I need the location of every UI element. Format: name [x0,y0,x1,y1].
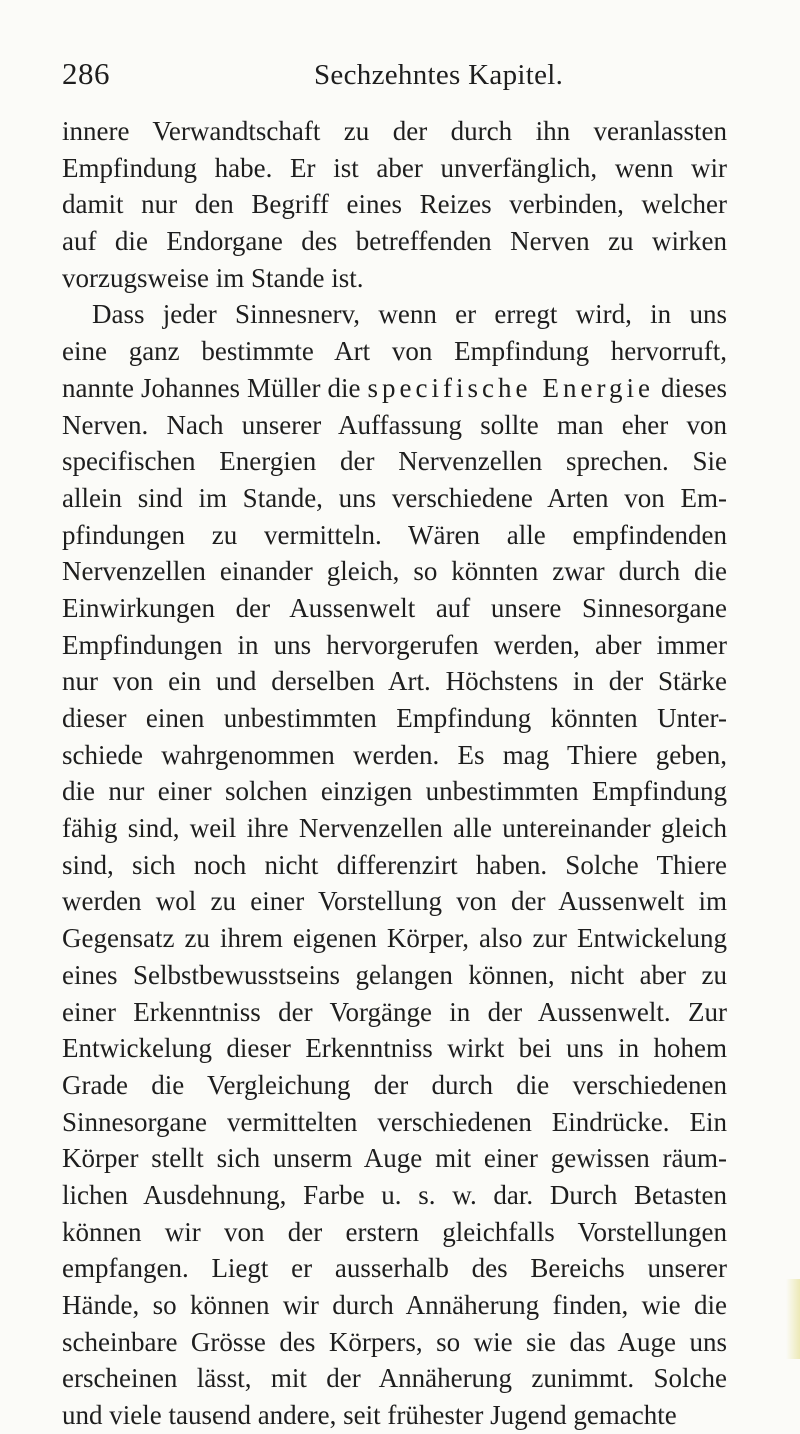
text-line: eines Selbstbewusstseins gelangen können, nicht aber zu [62,959,727,990]
text-line: Einwirkungen der Aussenwelt auf unsere Sinnesorgane [62,592,727,623]
body-text [62,113,727,1434]
text-line: vorzugsweise im Stande ist. [62,262,364,293]
text-line: fähig sind, weil ihre Nervenzellen alle untereinander gleich [62,813,727,844]
text-line: nur von ein und derselben Art. Höchstens in der Stärke [62,666,727,697]
text-line: schiede wahrgenommen werden. Es mag Thiere geben, [62,739,727,770]
text-line: Dass jeder Sinnesnerv, wenn er erregt wird, in uns [92,299,727,330]
text-line: erscheinen lässt, mit der Annäherung zunimmt. Solche [62,1363,727,1394]
text-line: Hände, so können wir durch Annäherung finden, wie die [62,1290,727,1320]
text-line: eine ganz bestimmte Art von Empfindung hervorruft, [62,336,727,367]
scan-edge-mark [786,1279,800,1359]
text-line: specifischen Energien der Nervenzellen sprechen. Sie [62,446,727,477]
line-part: nannte Johannes Müller die [62,372,361,403]
text-line: Entwickelung dieser Erkenntniss wirkt bei uns in hohem [62,1033,727,1064]
emphasized-term: specifische Energie [367,372,654,403]
text-line: innere Verwandtschaft zu der durch ihn veranlassten [62,116,727,146]
page-number: 286 [62,56,110,91]
text-line: dieser einen unbestimmten Empfindung könnten Unter- [62,703,727,733]
text-line: Körper stellt sich unserm Auge mit einer gewissen räum- [62,1143,727,1174]
text-line: Empfindungen in uns hervorgerufen werden, aber immer [62,629,727,660]
text-line: empfangen. Liegt er ausserhalb des Bereichs unserer [62,1253,727,1284]
text-line: und viele tausend andere, seit frühester Jugend gemachte [62,1400,677,1431]
text-line: werden wol zu einer Vorstellung von der Aussenwelt im [62,886,727,917]
text-line: auf die Endorgane des betreffenden Nerven zu wirken [62,226,727,257]
text-line: lichen Ausdehnung, Farbe u. s. w. dar. Durch Betasten [62,1179,727,1210]
text-line: Nervenzellen einander gleich, so könnten zwar durch die [62,556,727,587]
text-line: können wir von der erstern gleichfalls Vorstellungen [62,1216,727,1247]
text-line: Grade die Vergleichung der durch die verschiedenen [62,1069,727,1100]
text-line: Sinnesorgane vermittelten verschiedenen Eindrücke. Ein [62,1106,727,1137]
text-line: Nerven. Nach unserer Auffassung sollte man eher von [62,409,727,440]
text-line: sind, sich noch nicht differenzirt haben. Solche Thiere [62,849,727,880]
line-part: dieses [661,372,727,403]
text-line: einer Erkenntniss der Vorgänge in der Aussenwelt. Zur [62,996,727,1027]
text-line: allein sind im Stande, uns verschiedene Arten von Em- [62,482,727,513]
text-line: scheinbare Grösse des Körpers, so wie sie das Auge uns [62,1326,727,1357]
page-header [62,54,702,94]
text-line: Empfindung habe. Er ist aber unverfänglich, wenn wir [62,152,727,183]
text-line: Gegensatz zu ihrem eigenen Körper, also zur Entwickelung [62,923,727,954]
text-line: damit nur den Begriff eines Reizes verbinden, welcher [62,189,727,220]
running-head: Sechzehntes Kapitel. [314,59,564,91]
text-line: die nur einer solchen einzigen unbestimmten Empfindung [62,776,727,807]
text-line: pfindungen zu vermitteln. Wären alle empfindenden [62,519,727,550]
text-line-emphasis [62,370,727,407]
